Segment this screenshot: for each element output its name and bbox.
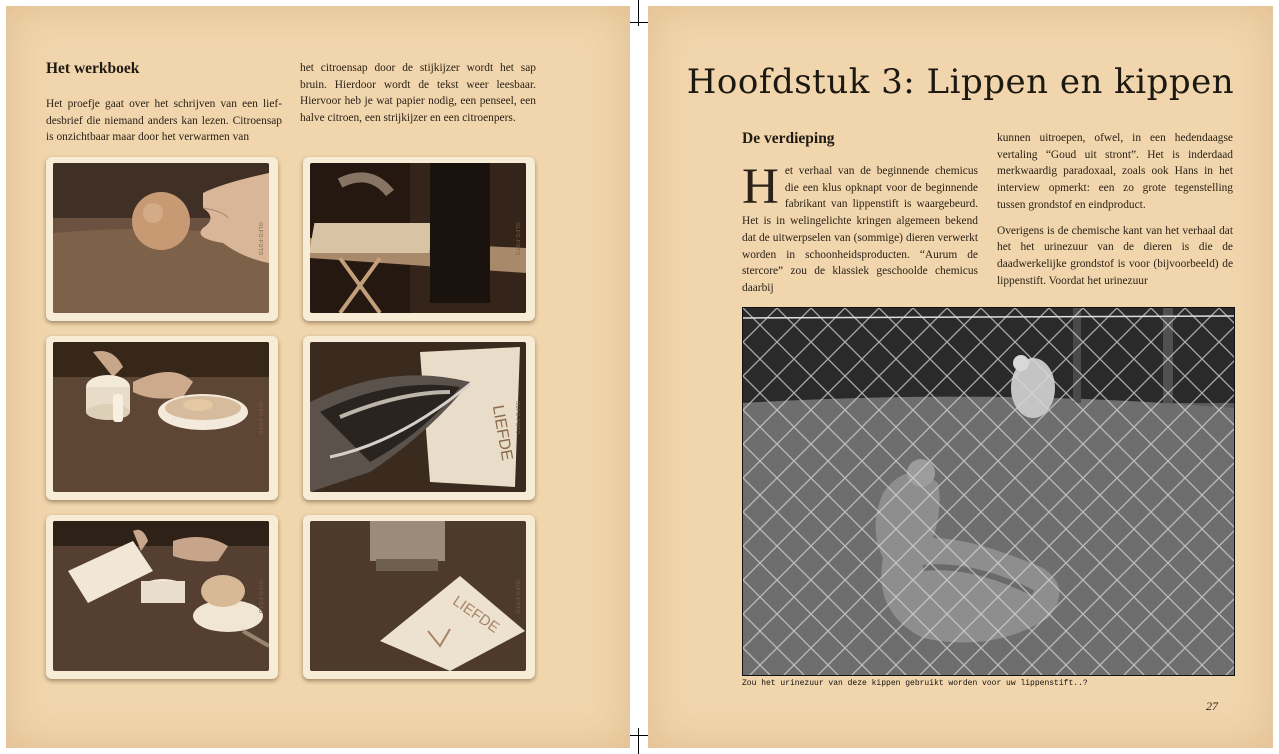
citrus-press-image bbox=[53, 342, 269, 492]
page-number: 27 bbox=[1206, 699, 1218, 713]
section-heading: Het werkboek bbox=[46, 60, 140, 77]
iron-on-paper-image bbox=[310, 342, 526, 492]
photo-watermark: OLFO-FOTO bbox=[514, 580, 521, 614]
drop-cap: H bbox=[742, 163, 779, 215]
photo-citrus-press bbox=[46, 336, 278, 500]
crop-mark bbox=[638, 728, 639, 754]
right-page bbox=[648, 6, 1273, 748]
section-heading: De verdieping bbox=[742, 130, 835, 147]
letter-text: LIEFDE bbox=[449, 592, 503, 637]
photo-caption: Zou het urinezuur van deze kippen gebruikt worden voor uw lippenstift..? bbox=[742, 679, 1088, 688]
chapter-title: Hoofdstuk 3: Lippen en kippen bbox=[686, 62, 1235, 102]
letter-text: LIEFDE bbox=[488, 403, 516, 462]
photo-revealed-letter bbox=[303, 515, 535, 679]
orange-image bbox=[53, 163, 269, 313]
photo-ironing-board bbox=[303, 157, 535, 321]
chicken-image bbox=[743, 308, 1234, 675]
paragraph-text: et verhaal van de beginnende chemicus die een klus opknapt voor de beginnende fabrikant van lippenstift is waargebeurd. Het is in welingelichte kringen algemeen bekend dat de uitwerpselen van (sommige) dieren verwerkt worden in schoonheidsproducten. “Aurum de stercore” zou de klassiek geschoolde chemicus daarbij bbox=[742, 165, 978, 294]
revealed-letter-image bbox=[310, 521, 526, 671]
paragraph bbox=[742, 163, 978, 297]
photo-orange bbox=[46, 157, 278, 321]
photo-watermark: OLFO-FOTO bbox=[514, 222, 521, 256]
photo-watermark: OLFO-FOTO bbox=[257, 580, 264, 614]
photo-watermark: OLFO-FOTO bbox=[257, 401, 264, 435]
photo-watermark: OLFO-FOTO bbox=[257, 222, 264, 256]
left-page bbox=[6, 6, 630, 748]
paragraph: Het proefje gaat over het schrijven van een liefdesbrief die niemand anders kan lezen. Citroensap is onzichtbaar maar door het verwarmen van bbox=[46, 98, 282, 144]
text-column-2 bbox=[997, 130, 1233, 303]
chicken-photo bbox=[742, 307, 1235, 676]
photo-watermark: OLFO-FOTO bbox=[514, 401, 521, 435]
photo-writing-letter bbox=[46, 515, 278, 679]
text-column-1 bbox=[46, 96, 282, 155]
paragraph: Overigens is de chemische kant van het verhaal dat het het urinezuur van de dieren is die de daadwerkelijke grondstof is voor (bijvoorbeeld) de lippenstift. Voordat het urinezuur bbox=[997, 224, 1233, 287]
writing-letter-image bbox=[53, 521, 269, 671]
text-column-2 bbox=[300, 60, 536, 136]
text-column-1 bbox=[742, 163, 978, 303]
paragraph: kunnen uitroepen, ofwel, in een hedendaagse vertaling “Goud uit stront”. Het is inderdaad merkwaardig paradoxaal, zoals ook Hans in het interview opmerkt: een zo grote tegenstelling tussen grondstof en eindproduct. bbox=[997, 132, 1233, 211]
photo-iron-on-paper bbox=[303, 336, 535, 500]
ironing-board-image bbox=[310, 163, 526, 313]
paragraph: het citroensap door de stijkijzer wordt het sap bruin. Hierdoor wordt de tekst weer leesbaar. Hiervoor heb je wat papier nodig, een penseel, een halve citroen, een strijkijzer en een citroenpers. bbox=[300, 62, 536, 125]
